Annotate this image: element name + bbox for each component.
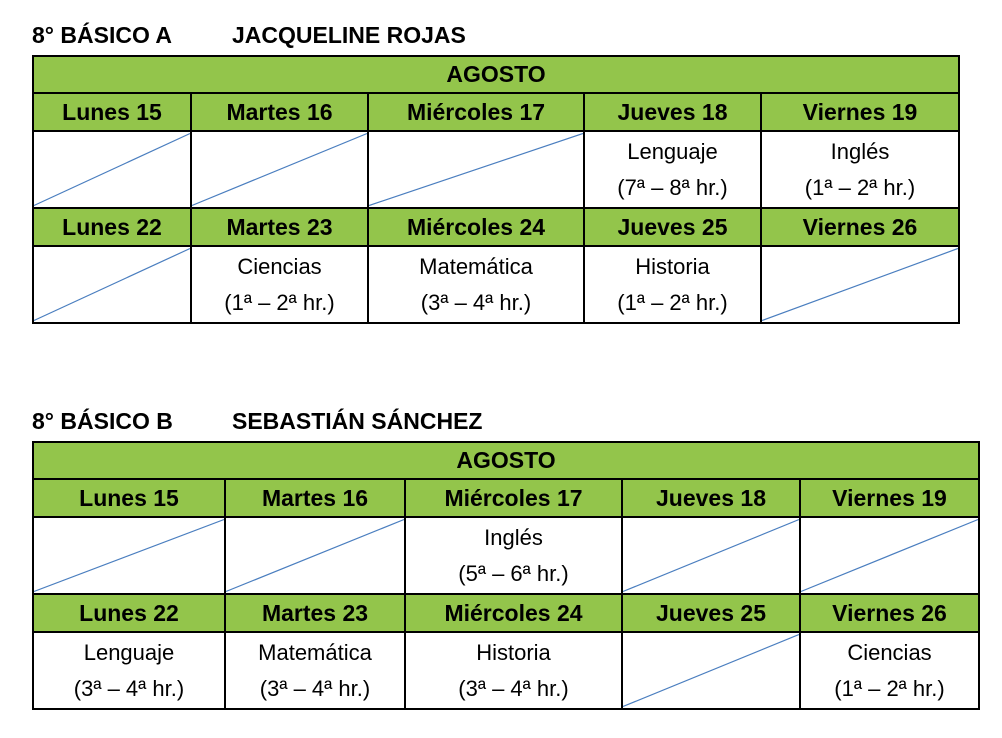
section-b-grade: 8° BÁSICO B	[32, 408, 173, 434]
no-exam-slash	[34, 132, 190, 207]
no-exam-slash	[192, 132, 367, 207]
day-header: Miércoles 24	[405, 594, 622, 632]
empty-cell	[622, 517, 800, 594]
day-header: Miércoles 24	[368, 208, 584, 246]
empty-cell	[33, 517, 225, 594]
day-header: Martes 23	[191, 208, 368, 246]
exam-cell	[584, 246, 761, 323]
no-exam-slash	[34, 518, 224, 593]
exam-hours: (5ª – 6ª hr.)	[458, 560, 569, 586]
exam-subject: Matemática	[258, 639, 372, 665]
exam-subject: Historia	[476, 639, 551, 665]
section-b-calendar	[32, 441, 980, 710]
section-b-heading	[32, 406, 483, 436]
no-exam-slash	[369, 132, 583, 207]
exam-cell	[191, 246, 368, 323]
exam-hours: (3ª – 4ª hr.)	[420, 289, 532, 315]
exam-cell	[584, 131, 761, 208]
exam-cell	[761, 131, 959, 208]
day-header: Viernes 19	[761, 93, 959, 131]
exam-cell	[33, 632, 225, 709]
section-a-grade: 8° BÁSICO A	[32, 22, 172, 48]
exam-hours: (1ª – 2ª hr.)	[224, 289, 335, 315]
exam-hours: (3ª – 4ª hr.)	[73, 675, 185, 701]
exam-subject: Inglés	[484, 524, 543, 550]
day-header: Jueves 25	[584, 208, 761, 246]
no-exam-slash	[34, 247, 190, 322]
section-b-teacher: SEBASTIÁN SÁNCHEZ	[232, 408, 483, 434]
day-header: Miércoles 17	[368, 93, 584, 131]
no-exam-slash	[623, 633, 799, 708]
no-exam-slash	[226, 518, 404, 593]
exam-hours: (1ª – 2ª hr.)	[617, 289, 728, 315]
exam-subject: Lenguaje	[627, 138, 718, 164]
section-a-calendar	[32, 55, 960, 324]
exam-subject: Inglés	[830, 138, 890, 164]
month-header: AGOSTO	[33, 442, 979, 479]
day-header: Lunes 22	[33, 594, 225, 632]
no-exam-slash	[801, 518, 978, 593]
no-exam-slash	[623, 518, 799, 593]
empty-cell	[225, 517, 405, 594]
exam-hours: (1ª – 2ª hr.)	[834, 675, 945, 701]
month-header: AGOSTO	[33, 56, 959, 93]
no-exam-slash	[762, 247, 958, 322]
exam-subject: Ciencias	[847, 639, 932, 665]
exam-cell	[225, 632, 405, 709]
section-a-teacher: JACQUELINE ROJAS	[232, 22, 466, 48]
day-header: Viernes 19	[800, 479, 979, 517]
empty-cell	[622, 632, 800, 709]
day-header: Jueves 18	[584, 93, 761, 131]
empty-cell	[33, 246, 191, 323]
day-header: Miércoles 17	[405, 479, 622, 517]
exam-subject: Ciencias	[237, 253, 322, 279]
empty-cell	[368, 131, 584, 208]
exam-cell	[368, 246, 584, 323]
exam-subject: Lenguaje	[83, 639, 175, 665]
exam-hours: (3ª – 4ª hr.)	[259, 675, 371, 701]
empty-cell	[33, 131, 191, 208]
exam-cell	[405, 517, 622, 594]
section-a-heading	[32, 20, 466, 50]
day-header: Jueves 18	[622, 479, 800, 517]
day-header: Lunes 22	[33, 208, 191, 246]
day-header: Martes 16	[225, 479, 405, 517]
day-header: Lunes 15	[33, 93, 191, 131]
day-header: Martes 16	[191, 93, 368, 131]
empty-cell	[761, 246, 959, 323]
exam-hours: (7ª – 8ª hr.)	[617, 174, 728, 200]
empty-cell	[191, 131, 368, 208]
day-header: Viernes 26	[761, 208, 959, 246]
exam-hours: (3ª – 4ª hr.)	[458, 675, 569, 701]
empty-cell	[800, 517, 979, 594]
exam-subject: Matemática	[419, 253, 533, 279]
day-header: Viernes 26	[800, 594, 979, 632]
exam-cell	[405, 632, 622, 709]
day-header: Lunes 15	[33, 479, 225, 517]
day-header: Jueves 25	[622, 594, 800, 632]
exam-cell	[800, 632, 979, 709]
exam-subject: Historia	[635, 253, 710, 279]
exam-hours: (1ª – 2ª hr.)	[804, 174, 916, 200]
day-header: Martes 23	[225, 594, 405, 632]
